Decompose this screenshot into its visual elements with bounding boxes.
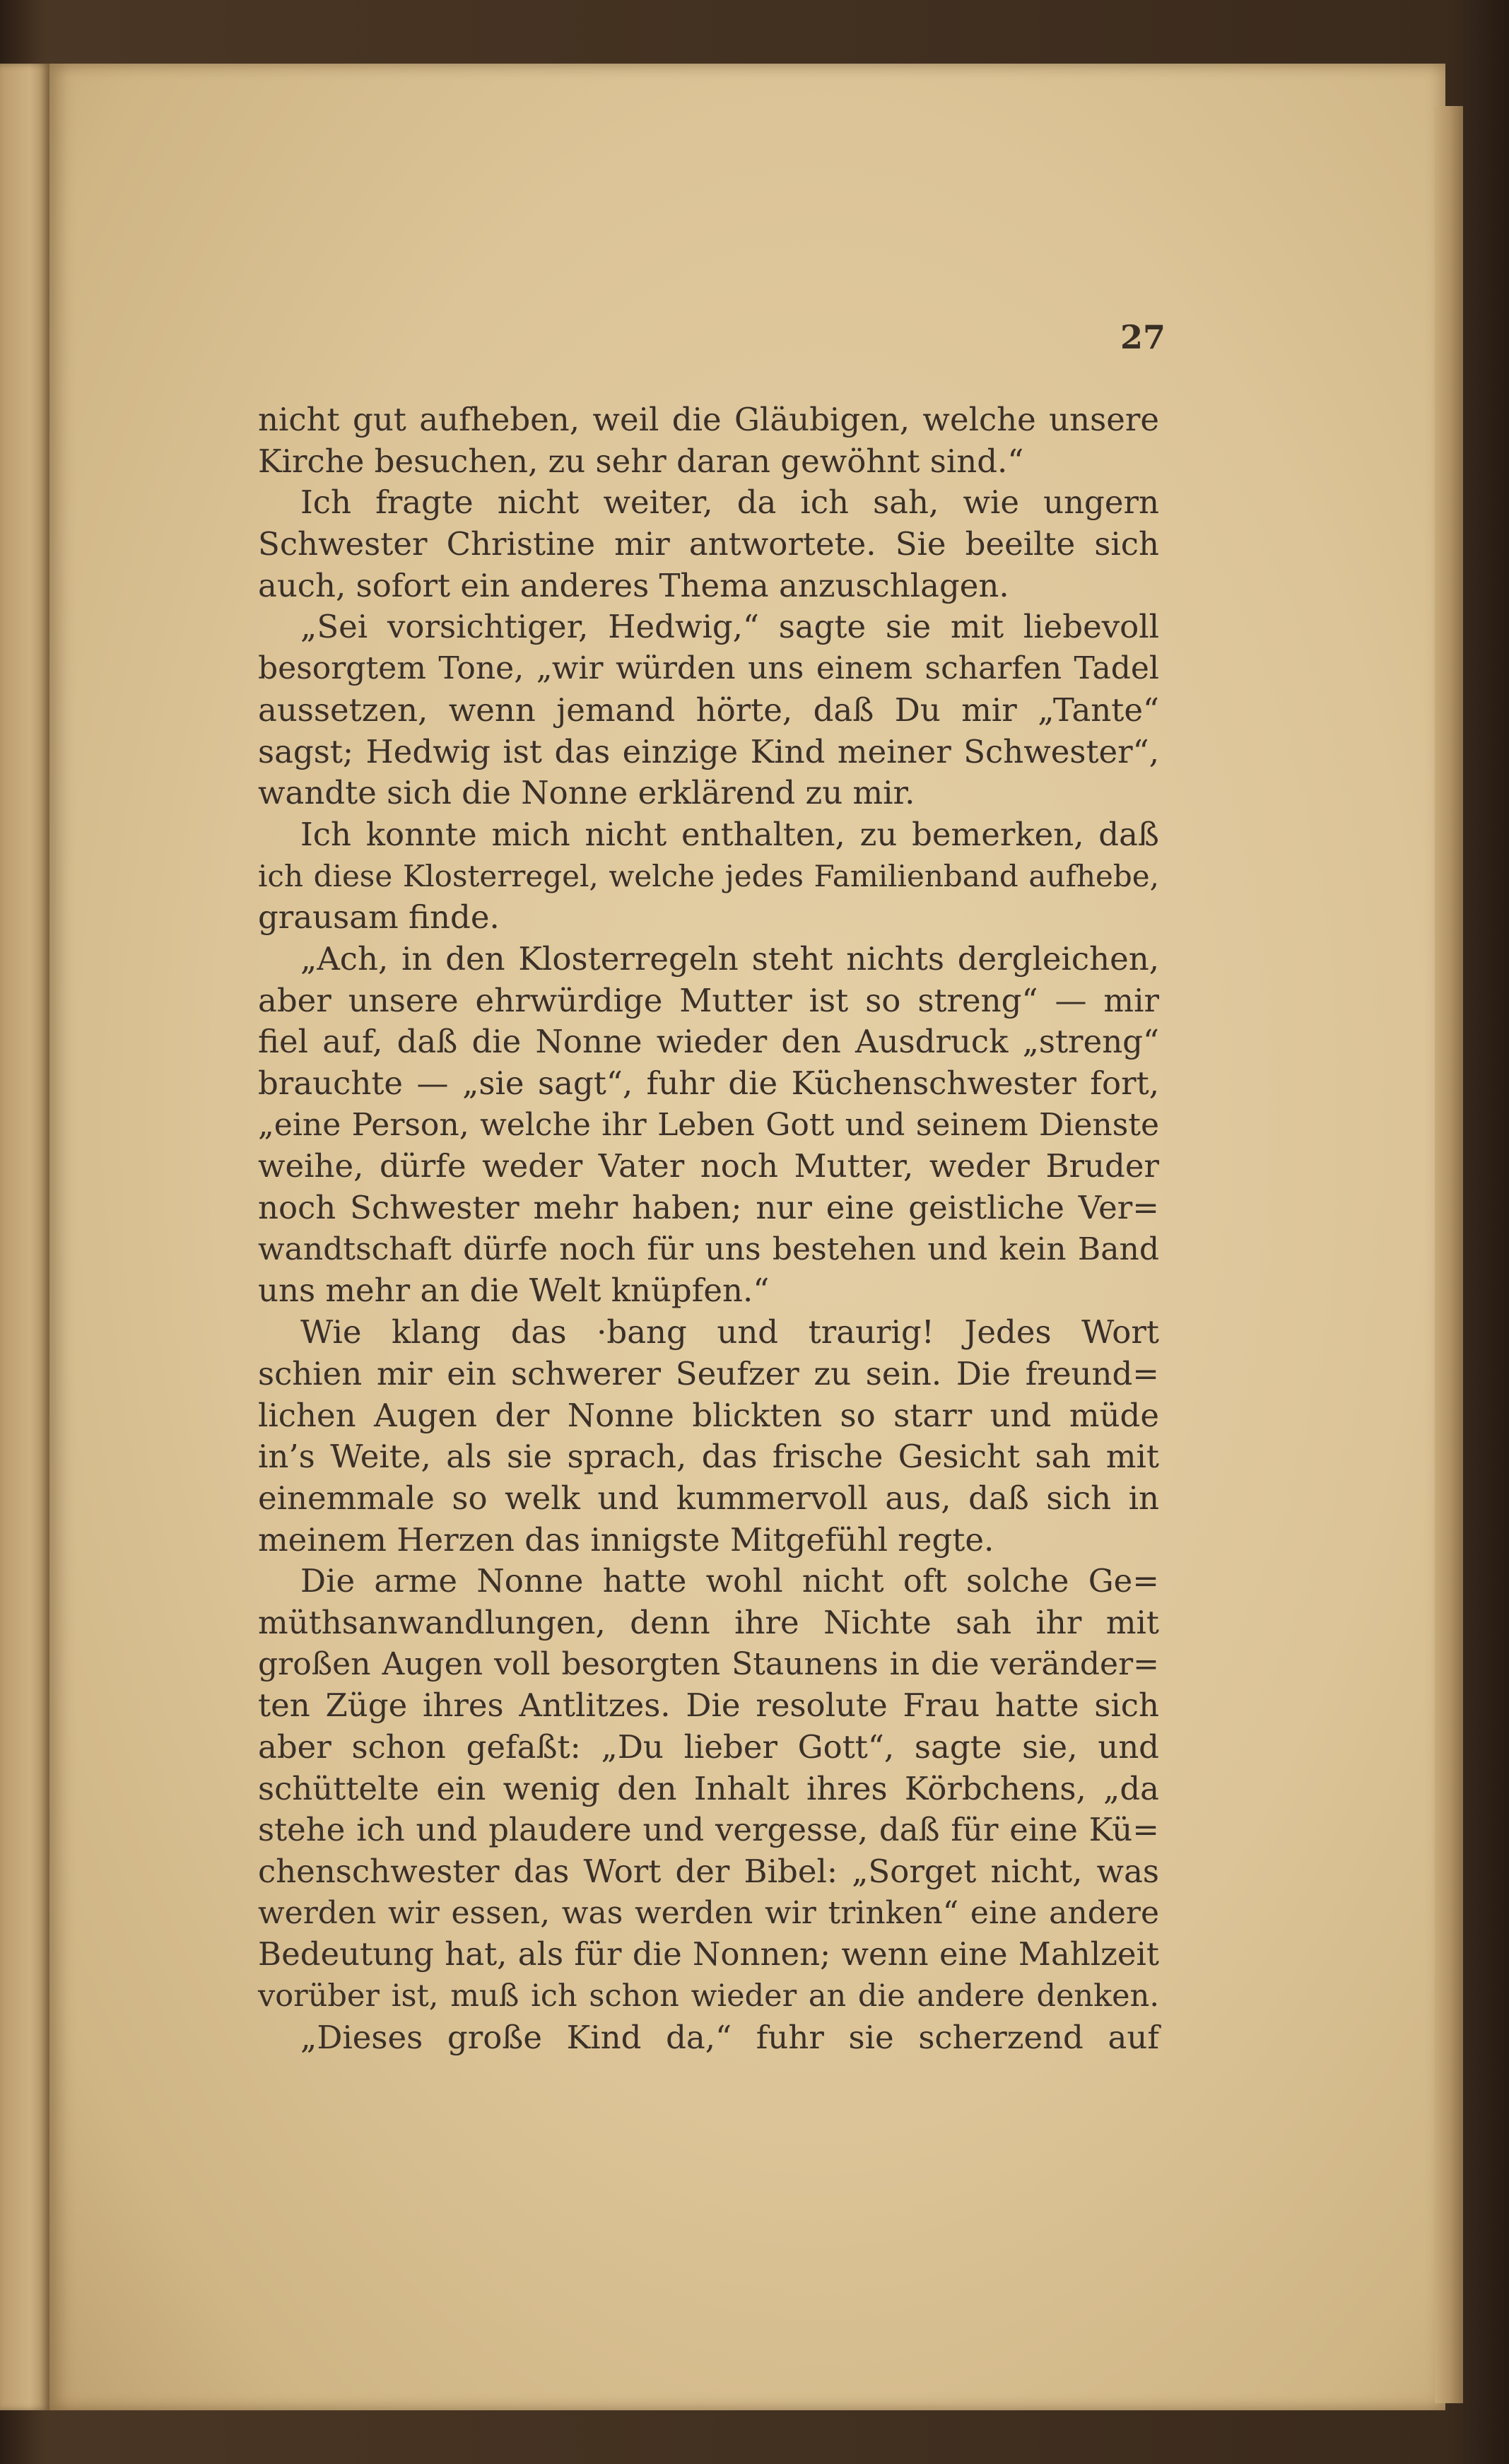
text-line: wandtschaft dürfe noch für uns bestehen und kein Band (258, 1231, 1159, 1267)
previous-page-edge (0, 64, 49, 2410)
text-line: meinem Herzen das innigste Mitgefühl regte. (258, 1520, 994, 1559)
text-line: chenschwester das Wort der Bibel: „Sorget nicht, was (258, 1853, 1159, 1891)
text-line: Ich konnte mich nicht enthalten, zu bemerken, daß (300, 815, 1159, 853)
page-number: 27 (1120, 318, 1166, 356)
text-line: aber unsere ehrwürdige Mutter ist so streng“ — mir (258, 981, 1159, 1019)
body-text (258, 399, 1159, 2059)
text-line: einemmale so welk und kummervoll aus, daß sich in (258, 1479, 1159, 1517)
text-line: aussetzen, wenn jemand hörte, daß Du mir „Tante“ (258, 691, 1159, 729)
text-line: Schwester Christine mir antwortete. Sie beeilte sich (258, 525, 1159, 563)
text-line: Ich fragte nicht weiter, da ich sah, wie ungern (300, 483, 1159, 522)
text-line: schüttelte ein wenig den Inhalt ihres Körbchens, „da (258, 1769, 1159, 1807)
text-line: lichen Augen der Nonne blickten so starr und müde (258, 1396, 1159, 1434)
text-line: aber schon gefaßt: „Du lieber Gott“, sagte sie, und (258, 1728, 1159, 1766)
text-line: „Ach, in den Klosterregeln steht nichts dergleichen, (300, 939, 1159, 978)
text-line: ich diese Klosterregel, welche jedes Familienband aufhebe, (258, 858, 1159, 893)
text-line: schien mir ein schwerer Seufzer zu sein. Die freund= (258, 1354, 1159, 1392)
text-line: Bedeutung hat, als für die Nonnen; wenn eine Mahlzeit (258, 1935, 1159, 1973)
text-line: besorgtem Tone, „wir würden uns einem scharfen Tadel (258, 650, 1159, 687)
text-line: auch, sofort ein anderes Thema anzuschlagen. (258, 566, 1009, 604)
text-line: „Dieses große Kind da,“ fuhr sie scherzend auf (300, 2018, 1159, 2056)
text-line: grausam finde. (258, 898, 500, 937)
text-line: weihe, dürfe weder Vater noch Mutter, weder Bruder (258, 1147, 1159, 1185)
text-line: Kirche besuchen, zu sehr daran gewöhnt sind.“ (258, 442, 1024, 480)
text-line: in’s Weite, als sie sprach, das frische Gesicht sah mit (258, 1438, 1159, 1476)
text-line: uns mehr an die Welt knüpfen.“ (258, 1272, 770, 1310)
text-line: großen Augen voll besorgten Staunens in die veränder= (258, 1645, 1159, 1682)
text-line: fiel auf, daß die Nonne wieder den Ausdruck „streng“ (258, 1023, 1159, 1061)
text-line: noch Schwester mehr haben; nur eine geistliche Ver= (258, 1189, 1159, 1227)
text-line: vorüber ist, muß ich schon wieder an die andere denken. (258, 1978, 1159, 2014)
text-line: wandte sich die Nonne erklärend zu mir. (258, 774, 915, 812)
text-line: müthsanwandlungen, denn ihre Nichte sah ihr mit (258, 1603, 1159, 1641)
text-line: ten Züge ihres Antlitzes. Die resolute Frau hatte sich (258, 1686, 1159, 1725)
text-line: Die arme Nonne hatte wohl nicht oft solche Ge= (300, 1562, 1159, 1600)
text-line: Wie klang das ·bang und traurig! Jedes Wort (300, 1313, 1159, 1351)
text-line: werden wir essen, was werden wir trinken“ eine andere (258, 1894, 1159, 1931)
text-line: „Sei vorsichtiger, Hedwig,“ sagte sie mit liebevoll (300, 608, 1159, 646)
text-line: nicht gut aufheben, weil die Gläubigen, welche unsere (258, 401, 1159, 438)
text-line: „eine Person, welche ihr Leben Gott und seinem Dienste (258, 1106, 1159, 1143)
text-line: brauchte — „sie sagt“, fuhr die Küchenschwester fort, (258, 1064, 1159, 1102)
page-stack-edge (1435, 106, 1463, 2403)
text-line: sagst; Hedwig ist das einzige Kind meiner Schwester“, (258, 732, 1159, 770)
text-line: stehe ich und plaudere und vergesse, daß für eine Kü= (258, 1811, 1159, 1849)
